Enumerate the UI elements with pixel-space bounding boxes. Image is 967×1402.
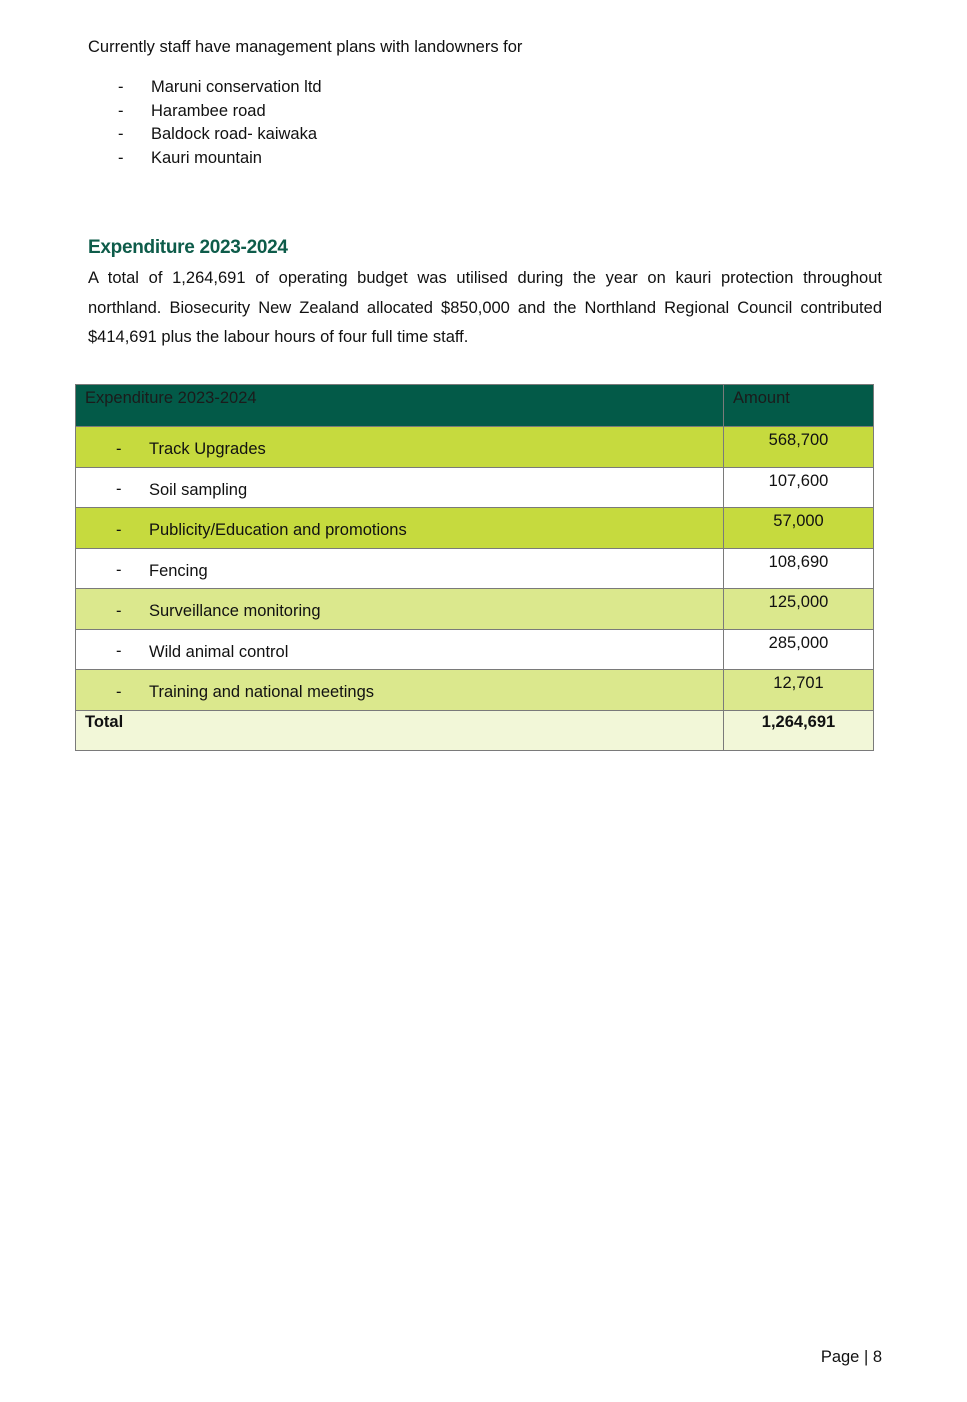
landowner-list: [118, 76, 322, 170]
summary-paragraph: A total of 1,264,691 of operating budget was utilised during the year on kauri protection throughout northland. Biosecurity New Zealand allocated $850,000 and the Northland Regional Council contributed $414,691 plus the labour hours of four full time staff.: [88, 269, 882, 346]
total-amount: 1,264,691: [724, 710, 874, 751]
list-marker: -: [116, 480, 122, 499]
list-marker: -: [116, 601, 122, 620]
table-cell-item: [76, 548, 724, 589]
table-row: [76, 548, 874, 589]
table-cell-item: [76, 629, 724, 670]
list-marker: -: [118, 125, 124, 143]
list-item: [118, 100, 322, 124]
list-item-label: Kauri mountain: [151, 148, 262, 167]
table-row: [76, 467, 874, 508]
table-cell-item: [76, 589, 724, 630]
list-item-label: Harambee road: [151, 101, 266, 120]
list-item-label: Maruni conservation ltd: [151, 78, 322, 96]
expense-label: Training and national meetings: [149, 683, 375, 702]
table-row: [76, 589, 874, 630]
table-row: [76, 629, 874, 670]
list-item: [118, 147, 322, 171]
table-cell-amount: 12,701: [724, 670, 874, 711]
section-heading: Expenditure 2023-2024: [88, 237, 288, 258]
list-item: [118, 123, 322, 147]
table-cell-item: [76, 467, 724, 508]
list-marker: -: [118, 101, 124, 120]
table-cell-amount: 108,690: [724, 548, 874, 589]
table-row: [76, 508, 874, 549]
expense-label: Publicity/Education and promotions: [149, 521, 407, 540]
list-item-label: Baldock road- kaiwaka: [151, 125, 317, 143]
table-header-item: Expenditure 2023-2024: [76, 385, 724, 427]
expense-label: Track Upgrades: [149, 440, 266, 459]
list-marker: -: [116, 561, 122, 580]
expenditure-table: [75, 384, 874, 751]
list-marker: -: [118, 148, 124, 167]
table-header-amount: Amount: [724, 385, 874, 427]
table-cell-amount: 285,000: [724, 629, 874, 670]
expense-label: Wild animal control: [149, 642, 289, 661]
list-marker: -: [116, 682, 122, 701]
list-marker: -: [116, 642, 122, 661]
page-number: Page | 8: [820, 1348, 882, 1366]
table-header-row: [76, 385, 874, 427]
expense-label: Surveillance monitoring: [149, 602, 321, 621]
table-cell-amount: 568,700: [724, 427, 874, 468]
list-marker: -: [118, 78, 124, 96]
list-item: [118, 76, 322, 100]
table-cell-item: [76, 670, 724, 711]
table-cell-item: [76, 508, 724, 549]
table-total-row: [76, 710, 874, 751]
table-row: [76, 670, 874, 711]
table-row: [76, 427, 874, 468]
list-marker: -: [116, 439, 122, 458]
total-label: Total: [76, 710, 724, 751]
table-cell-amount: 107,600: [724, 467, 874, 508]
table-cell-amount: 125,000: [724, 589, 874, 630]
table-cell-item: [76, 427, 724, 468]
expense-label: Fencing: [149, 561, 208, 580]
list-marker: -: [116, 520, 122, 539]
expense-label: Soil sampling: [149, 480, 248, 499]
table-cell-amount: 57,000: [724, 508, 874, 549]
intro-paragraph: Currently staff have management plans with landowners for: [88, 38, 523, 56]
